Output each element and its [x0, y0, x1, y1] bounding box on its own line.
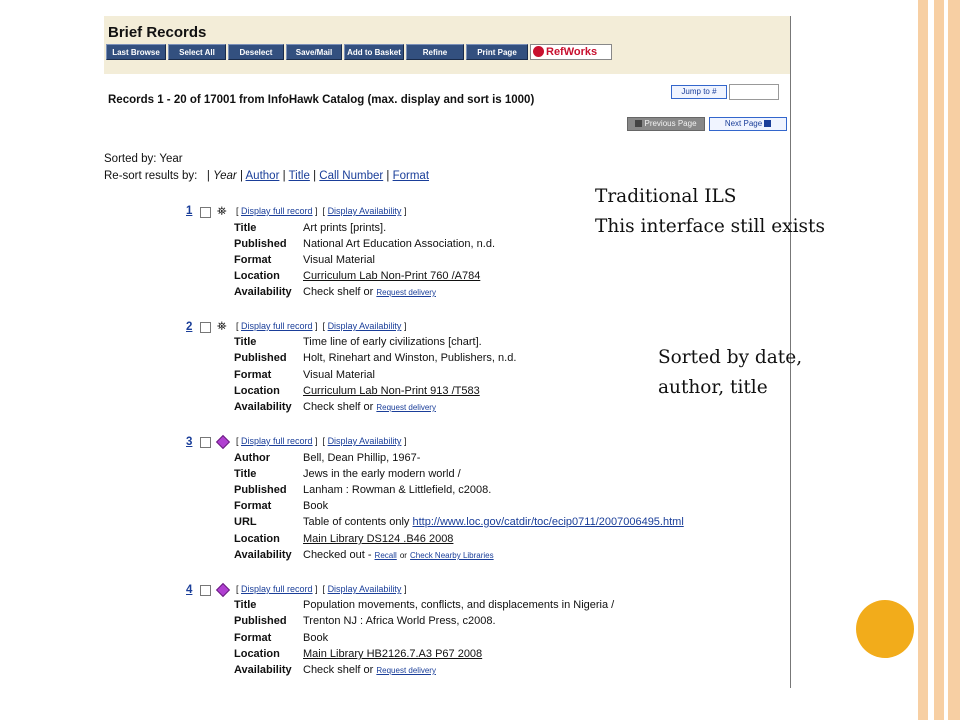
record-actions: [ Display full record ] [ Display Availability ] [236, 206, 407, 216]
jump-to-button[interactable]: Jump to # [671, 85, 727, 99]
annotation-line: Sorted by date, [658, 347, 803, 368]
availability-text: Check shelf or [303, 401, 374, 413]
display-availability-link[interactable]: Display Availability [327, 321, 402, 331]
field-label: Location [234, 648, 280, 660]
decorative-stripes [918, 0, 960, 720]
record-checkbox[interactable] [200, 437, 211, 448]
book-icon [216, 435, 230, 449]
field-label: Location [234, 385, 280, 397]
record-actions: [ Display full record ] [ Display Availability ] [236, 321, 407, 331]
field-label: Format [234, 254, 272, 266]
refworks-label: RefWorks [546, 46, 598, 58]
display-availability-link[interactable]: Display Availability [327, 436, 402, 446]
next-page-button[interactable] [709, 117, 787, 131]
availability-value [303, 286, 436, 298]
field-label: Availability [234, 286, 292, 298]
resort-call-number-link[interactable]: Call Number [319, 170, 384, 182]
field-value: Jews in the early modern world / [303, 468, 461, 480]
field-label: Title [234, 336, 257, 348]
field-label: Format [234, 500, 272, 512]
visual-material-icon: ⛯ [217, 319, 227, 333]
field-label: Published [234, 352, 287, 364]
url-value [303, 516, 684, 528]
check-nearby-libraries-link[interactable]: Check Nearby Libraries [410, 551, 494, 560]
refworks-button[interactable] [530, 44, 612, 60]
field-label: Availability [234, 549, 292, 561]
recall-link[interactable]: Recall [374, 551, 397, 560]
record-checkbox[interactable] [200, 322, 211, 333]
refine-button[interactable]: Refine [406, 44, 464, 60]
field-label: Title [234, 468, 257, 480]
record-number[interactable]: 4 [186, 584, 193, 596]
field-label: Location [234, 270, 280, 282]
availability-value [303, 549, 494, 561]
request-delivery-link[interactable]: Request delivery [376, 666, 436, 675]
display-full-record-link[interactable]: Display full record [241, 436, 313, 446]
visual-material-icon: ⛯ [217, 204, 227, 218]
field-label: Author [234, 452, 271, 464]
field-label: Published [234, 484, 287, 496]
arrow-left-icon [635, 120, 642, 127]
field-label: Availability [234, 401, 292, 413]
resort-title-link[interactable]: Title [288, 170, 310, 182]
annotation-line: Traditional ILS [595, 186, 737, 207]
field-label: Title [234, 222, 257, 234]
availability-text: Check shelf or [303, 286, 374, 298]
refworks-logo-icon [533, 46, 544, 57]
display-full-record-link[interactable]: Display full record [241, 206, 313, 216]
location-link[interactable]: Curriculum Lab Non-Print 760 /A784 [303, 270, 481, 282]
field-label: URL [234, 516, 257, 528]
annotation-sorted [658, 343, 802, 403]
next-page-label: Next Page [724, 119, 763, 128]
field-label: Availability [234, 664, 292, 676]
records-summary: Records 1 - 20 of 17001 from InfoHawk Catalog (max. display and sort is 1000) [108, 94, 535, 106]
accent-dot [856, 600, 914, 658]
annotation-traditional-ils [595, 182, 825, 242]
sorted-by-text: Sorted by: Year [104, 153, 183, 165]
record-number[interactable]: 3 [186, 436, 193, 448]
field-label: Location [234, 533, 280, 545]
field-value: Visual Material [303, 369, 375, 381]
save-mail-button[interactable]: Save/Mail [286, 44, 342, 60]
field-label: Published [234, 615, 287, 627]
url-link[interactable]: http://www.loc.gov/catdir/toc/ecip0711/2007006495.html [412, 516, 684, 528]
arrow-right-icon [764, 120, 771, 127]
availability-value [303, 401, 436, 413]
display-full-record-link[interactable]: Display full record [241, 321, 313, 331]
record-checkbox[interactable] [200, 207, 211, 218]
record-actions: [ Display full record ] [ Display Availability ] [236, 436, 407, 446]
select-all-button[interactable]: Select All [168, 44, 226, 60]
field-label: Published [234, 238, 287, 250]
resort-bar: Re-sort results by: | Year | Author | Title | Call Number | Format [104, 170, 430, 182]
field-value: Visual Material [303, 254, 375, 266]
deselect-button[interactable]: Deselect [228, 44, 284, 60]
availability-text: Check shelf or [303, 664, 374, 676]
annotation-line: author, title [658, 377, 768, 398]
field-value: National Art Education Association, n.d. [303, 238, 496, 250]
field-label: Format [234, 369, 272, 381]
url-text: Table of contents only [303, 516, 410, 528]
field-value: Time line of early civilizations [chart]. [303, 336, 482, 348]
display-availability-link[interactable]: Display Availability [327, 206, 402, 216]
record-checkbox[interactable] [200, 585, 211, 596]
display-full-record-link[interactable]: Display full record [241, 584, 313, 594]
location-link[interactable]: Curriculum Lab Non-Print 913 /T583 [303, 385, 480, 397]
location-link[interactable]: Main Library DS124 .B46 2008 [303, 533, 454, 545]
field-value: Trenton NJ : Africa World Press, c2008. [303, 615, 496, 627]
field-value: Art prints [prints]. [303, 222, 387, 234]
resort-author-link[interactable]: Author [245, 170, 280, 182]
request-delivery-link[interactable]: Request delivery [376, 403, 436, 412]
page-title: Brief Records [108, 24, 207, 41]
field-value: Book [303, 500, 329, 512]
field-value: Bell, Dean Phillip, 1967- [303, 452, 421, 464]
location-link[interactable]: Main Library HB2126.7.A3 P67 2008 [303, 648, 483, 660]
field-value: Holt, Rinehart and Winston, Publishers, n.d. [303, 352, 517, 364]
jump-to-input[interactable] [729, 84, 779, 100]
add-to-basket-button[interactable]: Add to Basket [344, 44, 404, 60]
field-value: Lanham : Rowman & Littlefield, c2008. [303, 484, 492, 496]
annotation-line: This interface still exists [595, 216, 825, 237]
availability-value [303, 664, 436, 676]
last-browse-button[interactable]: Last Browse [106, 44, 166, 60]
record-actions: [ Display full record ] [ Display Availability ] [236, 584, 407, 594]
resort-year-current: Year [213, 170, 237, 182]
request-delivery-link[interactable]: Request delivery [376, 288, 436, 297]
field-label: Title [234, 599, 257, 611]
field-value: Book [303, 632, 329, 644]
previous-page-button[interactable] [627, 117, 705, 131]
display-availability-link[interactable]: Display Availability [327, 584, 402, 594]
book-icon [216, 583, 230, 597]
record-number[interactable]: 2 [186, 321, 193, 333]
or-text: or [399, 551, 407, 560]
record-number[interactable]: 1 [186, 205, 193, 217]
resort-label: Re-sort results by: [104, 170, 198, 182]
availability-text: Checked out - [303, 549, 372, 561]
previous-page-label: Previous Page [644, 119, 697, 128]
print-page-button[interactable]: Print Page [466, 44, 528, 60]
field-value: Population movements, conflicts, and displacements in Nigeria / [303, 599, 615, 611]
field-label: Format [234, 632, 272, 644]
resort-format-link[interactable]: Format [392, 170, 430, 182]
